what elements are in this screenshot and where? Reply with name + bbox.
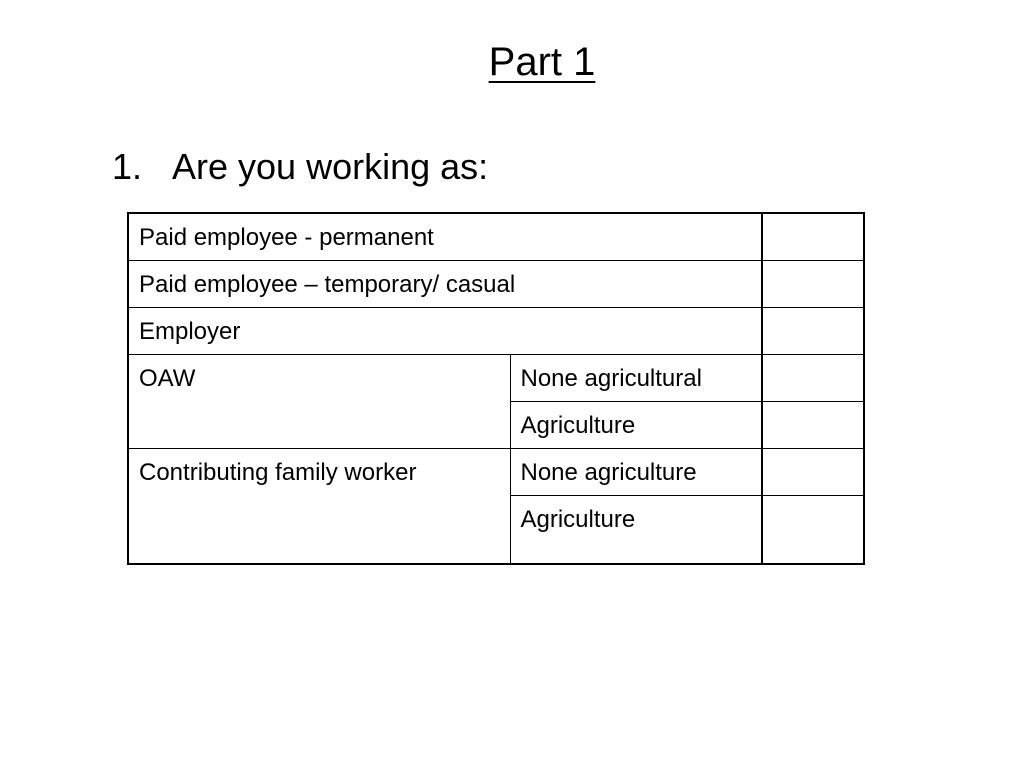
checkbox-paid-permanent[interactable]: [762, 213, 864, 260]
question: [112, 145, 488, 189]
option-label-paid-temporary: Paid employee – temporary/ casual: [128, 260, 762, 307]
checkbox-paid-temporary[interactable]: [762, 260, 864, 307]
option-label-cfw-agriculture: Agriculture: [510, 495, 762, 564]
option-label-oaw: OAW: [128, 354, 510, 448]
option-label-contributing-family-worker: Contributing family worker: [128, 448, 510, 495]
checkbox-cfw-agriculture[interactable]: [762, 495, 864, 564]
table-row: [128, 307, 864, 354]
table-row: [128, 448, 864, 495]
empty-cell: [128, 495, 510, 564]
employment-options-table: [127, 212, 865, 565]
checkbox-oaw-non-agricultural[interactable]: [762, 354, 864, 401]
option-label-oaw-non-agricultural: None agricultural: [510, 354, 762, 401]
table-row: [128, 495, 864, 564]
question-number: 1.: [112, 146, 143, 187]
option-label-cfw-none-agriculture: None agriculture: [510, 448, 762, 495]
checkbox-oaw-agriculture[interactable]: [762, 401, 864, 448]
option-label-employer: Employer: [128, 307, 762, 354]
table-row: [128, 213, 864, 260]
option-label-paid-permanent: Paid employee - permanent: [128, 213, 762, 260]
checkbox-cfw-none-agriculture[interactable]: [762, 448, 864, 495]
table-row: [128, 260, 864, 307]
option-label-oaw-agriculture: Agriculture: [510, 401, 762, 448]
page-title: Part 1: [488, 40, 596, 84]
table-row: [128, 354, 864, 401]
checkbox-employer[interactable]: [762, 307, 864, 354]
question-text: Are you working as:: [172, 146, 489, 187]
